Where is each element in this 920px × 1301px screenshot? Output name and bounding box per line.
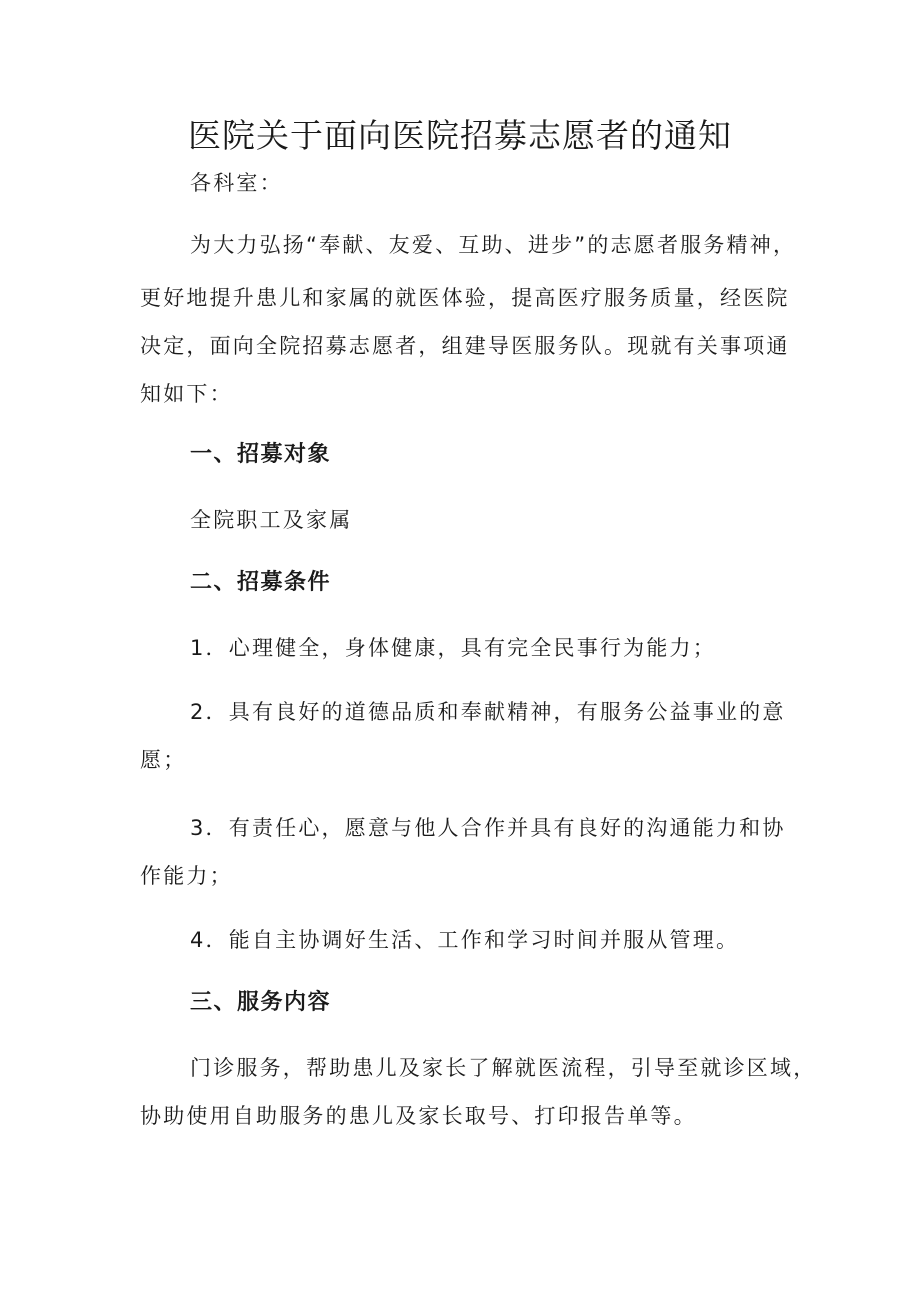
salutation: 各科室： — [190, 171, 283, 195]
intro-line-4: 知如下： — [140, 382, 233, 406]
service-line-1: 门诊服务，帮助患儿及家长了解就医流程，引导至就诊区域， — [190, 1056, 817, 1080]
condition-item-4: 4．能自主协调好生活、工作和学习时间并服从管理。 — [190, 928, 740, 952]
condition-item-3: 3．有责任心，愿意与他人合作并具有良好的沟通能力和协 — [190, 816, 786, 840]
service-line-2: 协助使用自助服务的患儿及家长取号、打印报告单等。 — [140, 1104, 697, 1128]
document-title: 医院关于面向医院招募志愿者的通知 — [188, 116, 732, 155]
section-heading-recruit-target: 一、招募对象 — [190, 442, 332, 467]
intro-line-1: 为大力弘扬“奉献、友爱、互助、进步”的志愿者服务精神， — [190, 233, 797, 257]
section-line: 全院职工及家属 — [190, 508, 353, 532]
section-heading-recruit-conditions: 二、招募条件 — [190, 570, 332, 595]
intro-line-3: 决定，面向全院招募志愿者，组建导医服务队。现就有关事项通 — [140, 334, 790, 358]
condition-item-3-cont: 作能力； — [140, 864, 233, 888]
condition-item-1: 1．心理健全，身体健康，具有完全民事行为能力； — [190, 636, 716, 660]
condition-item-2-cont: 愿； — [140, 748, 187, 772]
intro-line-2: 更好地提升患儿和家属的就医体验，提高医疗服务质量，经医院 — [140, 286, 790, 310]
section-heading-service-content: 三、服务内容 — [190, 990, 332, 1015]
condition-item-2: 2．具有良好的道德品质和奉献精神，有服务公益事业的意 — [190, 700, 786, 724]
